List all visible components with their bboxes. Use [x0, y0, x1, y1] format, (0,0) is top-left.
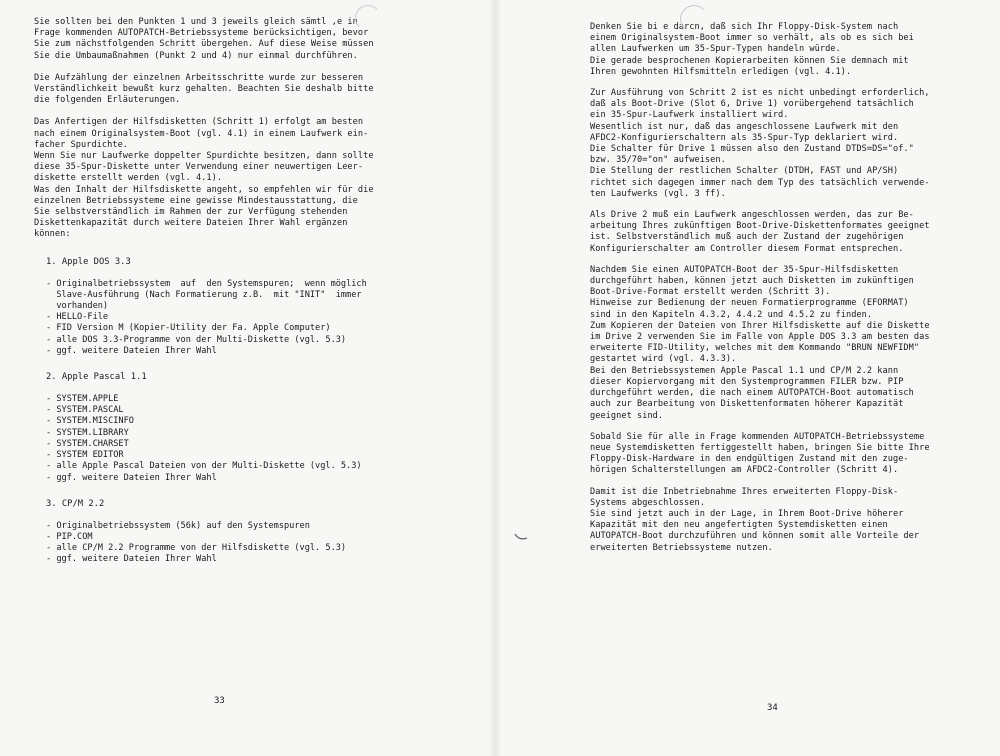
list-item: Slave-Ausführung (Nach Formatierung z.B. mit "INIT" immer [46, 289, 362, 300]
list-item: - ggf. weitere Dateien Ihrer Wahl [46, 472, 217, 483]
page-number-right: 34 [767, 703, 778, 713]
right-paragraph-5: Sobald Sie für alle in Frage kommenden AUTOPATCH-Betriebssysteme neue Systemdisketten fertiggestellt haben, bringen Sie bitte Ihre Floppy-Disk-Hardware in den endgültigen Zustand mit den zuge- hörigen Schalterstellungen am AFDC2-Controller (Schritt 4). [590, 431, 930, 476]
list-item: vorhanden) [46, 301, 109, 312]
list-item: - alle CP/M 2.2 Programme von der Hilfsdiskette (vgl. 5.3) [46, 543, 347, 554]
right-paragraph-4: Nachdem Sie einen AUTOPATCH-Boot der 35-Spur-Hilfsdisketten durchgeführt haben, können jetzt auch Disketten im zukünftigen Boot-Drive-Format erstellt werden (Schritt 3). Hinweise zur Bedienung der neuen Formatierprogramme (EFORMAT) sind in den Kapiteln 4.3.2, 4.4.2 und 4.5.2 zu finden. Zum Kopieren der Dateien von Ihrer Hilfsdiskette auf die Diskette im Drive 2 verwenden Sie im Falle von Apple DOS 3.3 am besten das erweiterte FID-Utility, welches mit dem Kommando "BRUN NEWFIDM" gestartet wird (vgl. 4.3.3). Bei den Betriebssystemen Apple Pascal 1.1 und CP/M 2.2 kann dieser Kopiervorgang mit den Systemprogrammen FILER bzw. PIP durchgeführt werden, die nach einem AUTOPATCH-Boot automatisch auch zur Bearbeitung von Diskettenformaten höherer Kapazität geeignet sind. [590, 264, 930, 421]
left-paragraph-3: Das Anfertigen der Hilfsdisketten (Schritt 1) erfolgt am besten nach einem Originalsystem-Boot (vgl. 4.1) in einem Laufwerk ein- facher Spurdichte. Wenn Sie nur Laufwerke doppelter Spurdichte besitzen, dann sollte diese 35-Spur-Diskette unter Verwendung einer neuwertigen Leer- diskette erstellt werden (vgl. 4.1). Was den Inhalt der Hilfsdiskette angeht, so empfehlen wir für die einzelnen Betriebssysteme eine gewisse Mindestausstattung, die Sie selbstverständlich im Rahmen der zur Verfügung stehenden Diskettenkapazität durch weitere Dateien Ihrer Wahl ergänzen können: [34, 117, 374, 240]
list-item: - FID Version M (Kopier-Utility der Fa. Apple Computer) [46, 323, 331, 334]
list-item: - SYSTEM.PASCAL [46, 405, 124, 416]
section-title: 3. CP/M 2.2 [46, 498, 105, 509]
list-item: - PIP.COM [46, 531, 93, 542]
pencil-mark-icon [355, 5, 381, 31]
right-paragraph-3: Als Drive 2 muß ein Laufwerk angeschlossen werden, das zur Be- arbeitung Ihres zukünftigen Boot-Drive-Diskettenformates geeignet ist. Selbstverständlich muß auch der Zustand der zugehörigen Konfigurierschalter am Controller diesem Format entsprechen. [590, 210, 930, 254]
list-item: - Originalbetriebssystem auf den Systemspuren; wenn möglich [46, 278, 367, 289]
left-paragraph-2: Die Aufzählung der einzelnen Arbeitsschritte wurde zur besseren Verständlichkeit bewußt kurz gehalten. Beachten Sie deshalb bitte die folgenden Erläuterungen. [34, 72, 374, 106]
left-page [0, 0, 492, 756]
list-item: - SYSTEM.MISCINFO [46, 416, 134, 427]
list-item: - Originalbetriebssystem (56k) auf den Systemspuren [46, 520, 310, 531]
right-paragraph-1: Denken Sie bi e darcn, daß sich Ihr Floppy-Disk-System nach einem Originalsystem-Boot immer so verhält, als ob es sich bei allen Laufwerken um 35-Spur-Typen handeln würde. Die gerade besprochenen Kopierarbeiten können Sie demnach mit Ihren gewohnten Hilfsmitteln erledigen (vgl. 4.1). [590, 22, 914, 77]
section-apple-dos [34, 257, 462, 357]
right-paragraph-2: Zur Ausführung von Schritt 2 ist es nicht unbedingt erforderlich, daß als Boot-Drive (Slot 6, Drive 1) vorübergehend tatsächlich ein 35-Spur-Laufwerk installiert wird. Wesentlich ist nur, daß das angeschlossene Laufwerk mit den AFDC2-Konfigurierschaltern als 35-Spur-Typ deklariert wird. Die Schalter für Drive 1 müssen also den Zustand DTDS=DS="of." bzw. 35/70="on" aufweisen. Die Stellung der restlichen Schalter (DTDH, FAST und AP/SH) richtet sich dagegen immer nach dem Typ des tatsächlich verwende- ten Laufwerks (vgl. 3 ff). [590, 88, 930, 199]
section-cpm [34, 499, 462, 566]
section-apple-pascal [34, 372, 462, 484]
left-paragraph-1: Sie sollten bei den Punkten 1 und 3 jeweils gleich sämtl ,e in Frage kommenden AUTOPATCH-Betriebssysteme berücksichtigen, bevor Sie zum nächstfolgenden Schritt übergehen. Auf diese Weise müssen Sie die Umbaumaßnahmen (Punkt 2 und 4) nur einmal durchführen. [34, 17, 374, 61]
list-item: - SYSTEM.APPLE [46, 394, 119, 405]
list-item: - SYSTEM EDITOR [46, 450, 124, 461]
list-item: - SYSTEM.LIBRARY [46, 427, 129, 438]
list-item: - alle Apple Pascal Dateien von der Multi-Diskette (vgl. 5.3) [46, 461, 362, 472]
list-item: - ggf. weitere Dateien Ihrer Wahl [46, 554, 217, 565]
item-list [46, 521, 462, 566]
section-title: 1. Apple DOS 3.3 [46, 256, 131, 267]
pencil-mark-icon [680, 5, 708, 33]
list-item: - HELLO-File [46, 312, 109, 323]
section-title: 2. Apple Pascal 1.1 [46, 372, 147, 383]
item-list [46, 394, 462, 484]
item-list [46, 279, 462, 357]
list-item: - ggf. weitere Dateien Ihrer Wahl [46, 345, 217, 356]
pen-stroke-icon [514, 532, 528, 542]
right-page [500, 0, 1000, 756]
list-item: - alle DOS 3.3-Programme von der Multi-Diskette (vgl. 5.3) [46, 334, 347, 345]
list-item: - SYSTEM.CHARSET [46, 438, 129, 449]
page-number-left: 33 [214, 696, 225, 706]
right-paragraph-6: Damit ist die Inbetriebnahme Ihres erweiterten Floppy-Disk- Systems abgeschlossen. Sie sind jetzt auch in der Lage, in Ihrem Boot-Drive höherer Kapazität mit den neu angefertigten Systemdisketten einen AUTOPATCH-Boot durchzuführen und können somit alle Vorteile der erweiterten Betriebssysteme nutzen. [590, 486, 920, 553]
